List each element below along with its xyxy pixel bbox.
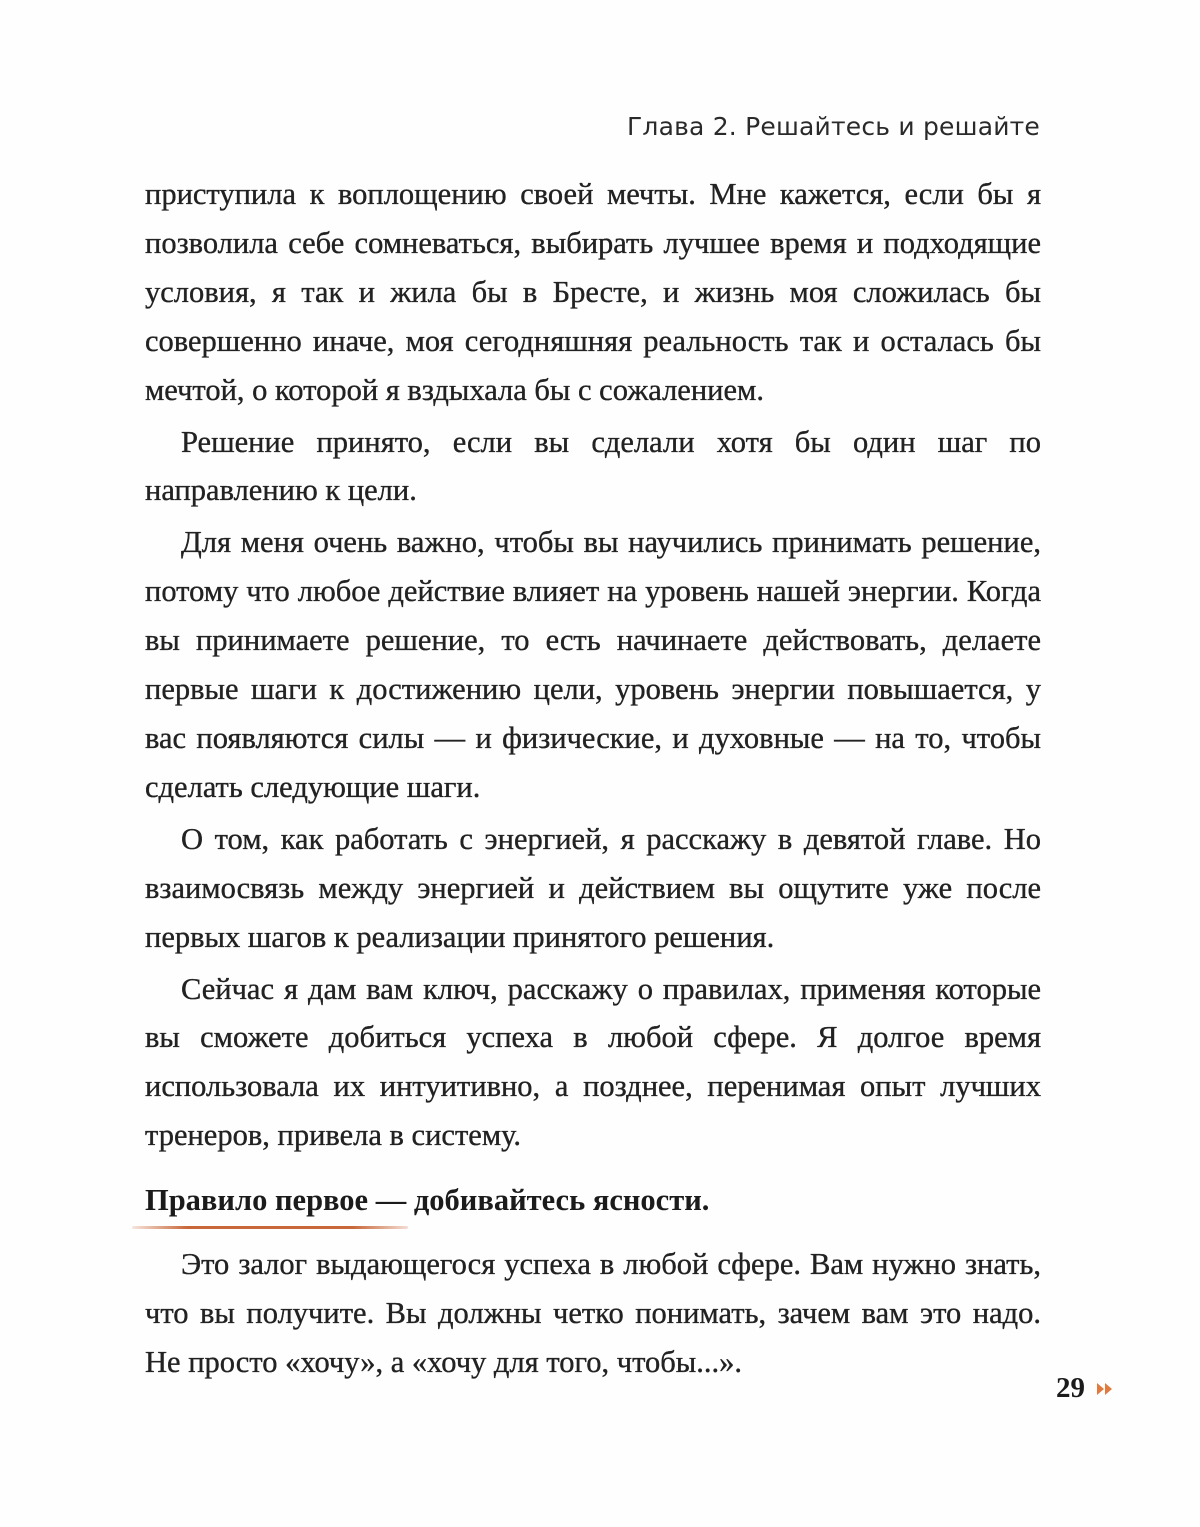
running-head: Глава 2. Решайтесь и решайте [626,112,1040,141]
body-text [145,170,1041,1160]
page-footer [1056,1372,1115,1405]
page-number: 29 [1056,1372,1085,1404]
paragraph: приступила к воплощению своей мечты. Мне кажется, если бы я позволила себе сомневаться, выбирать лучшее время и подходящие условия, я так и жила бы в Бресте, и жизнь моя сложилась бы совершенно иначе, моя сегодняшняя реальность так и осталась бы мечтой, о которой я вздыхала бы с сожалением. [145,177,1041,407]
rule-underline [132,1226,408,1229]
rule-body [145,1240,1041,1387]
paragraph: О том, как работать с энергией, я расскажу в девятой главе. Но взаимосвязь между энергией и действием вы ощутите уже после первых шагов к реализации принятого решения. [145,821,1041,954]
double-chevron-right-icon [1095,1381,1115,1397]
paragraph: Это залог выдающегося успеха в любой сфере. Вам нужно знать, что вы получите. Вы должны четко понимать, зачем вам это надо. Не просто «хочу», а «хочу для того, чтобы...». [145,1247,1041,1379]
rule-heading: Правило первое — добивайтесь ясности. [145,1183,710,1217]
paragraph: Для меня очень важно, чтобы вы научились принимать решение, потому что любое действие влияет на уровень нашей энергии. Когда вы принимаете решение, то есть начинаете действовать, делаете первые шаги к достижению цели, уровень энергии повышается, у вас появляются силы — и физические, и духовные — на то, чтобы сделать следующие шаги. [145,525,1041,804]
paragraph: Сейчас я дам вам ключ, расскажу о правилах, применяя которые вы сможете добиться успеха в любой сфере. Я долгое время использовала их интуитивно, а позднее, перенимая опыт лучших тренеров, привела в систему. [145,971,1041,1153]
paragraph: Решение принято, если вы сделали хотя бы один шаг по направлению к цели. [145,424,1041,508]
